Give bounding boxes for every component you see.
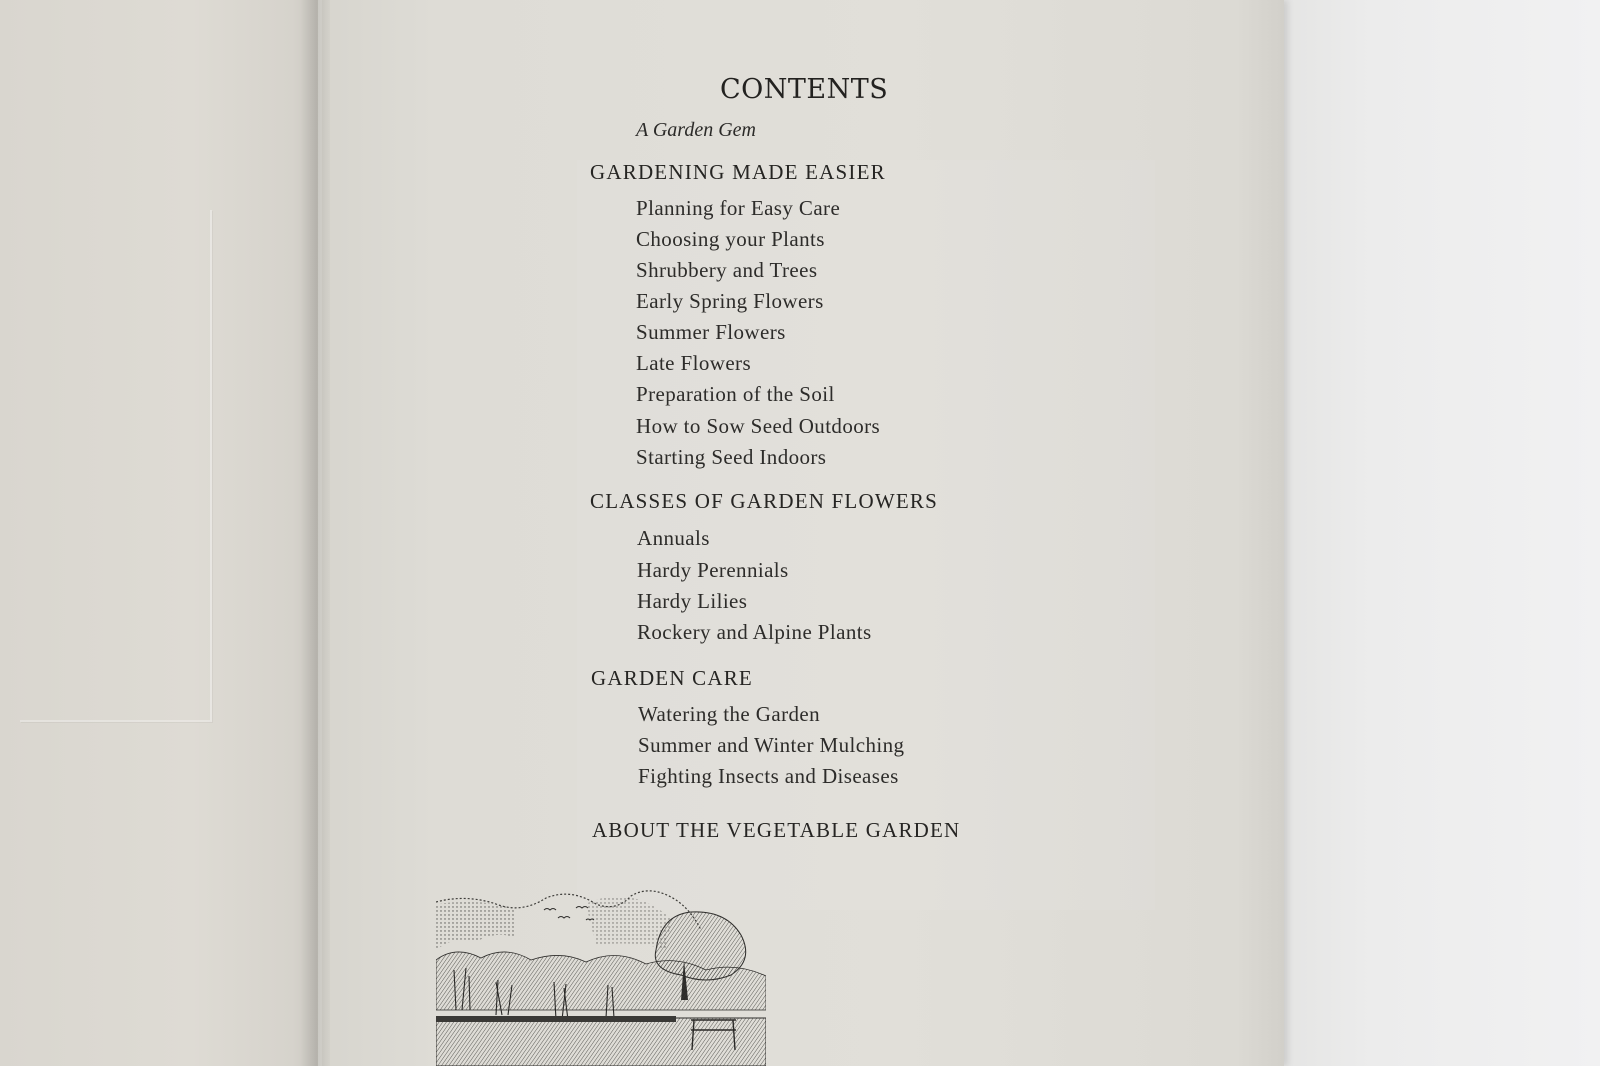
toc-entry: Shrubbery and Trees [636, 258, 818, 282]
toc-entry: How to Sow Seed Outdoors [636, 414, 881, 438]
garden-landscape-icon [436, 890, 766, 1066]
book-spine-shadow [300, 0, 330, 1066]
toc-entry: Fighting Insects and Diseases [638, 764, 899, 788]
section-heading: GARDENING MADE EASIER [590, 160, 886, 184]
section-heading: GARDEN CARE [591, 666, 753, 690]
intro-entry: A Garden Gem [636, 119, 756, 141]
page-emboss-mark [20, 210, 212, 722]
section-heading: CLASSES OF GARDEN FLOWERS [590, 489, 938, 513]
left-facing-page [0, 0, 318, 1066]
toc-entry: Choosing your Plants [636, 227, 825, 251]
toc-entry: Annuals [637, 526, 710, 550]
toc-entry: Late Flowers [636, 351, 752, 375]
toc-entry: Watering the Garden [638, 702, 820, 726]
toc-entry: Planning for Easy Care [636, 196, 841, 220]
section-heading: ABOUT THE VEGETABLE GARDEN [592, 818, 961, 842]
toc-entry: Summer and Winter Mulching [638, 733, 905, 757]
toc-entry: Rockery and Alpine Plants [637, 620, 872, 644]
toc-entry: Hardy Perennials [637, 558, 789, 582]
contents-heading: CONTENTS [720, 74, 889, 105]
toc-entry: Starting Seed Indoors [636, 445, 827, 469]
toc-entry: Summer Flowers [636, 320, 786, 344]
toc-entry: Preparation of the Soil [636, 382, 835, 406]
toc-entry: Hardy Lilies [637, 589, 748, 613]
background-surface [1275, 0, 1600, 1066]
toc-entry: Early Spring Flowers [636, 289, 824, 313]
